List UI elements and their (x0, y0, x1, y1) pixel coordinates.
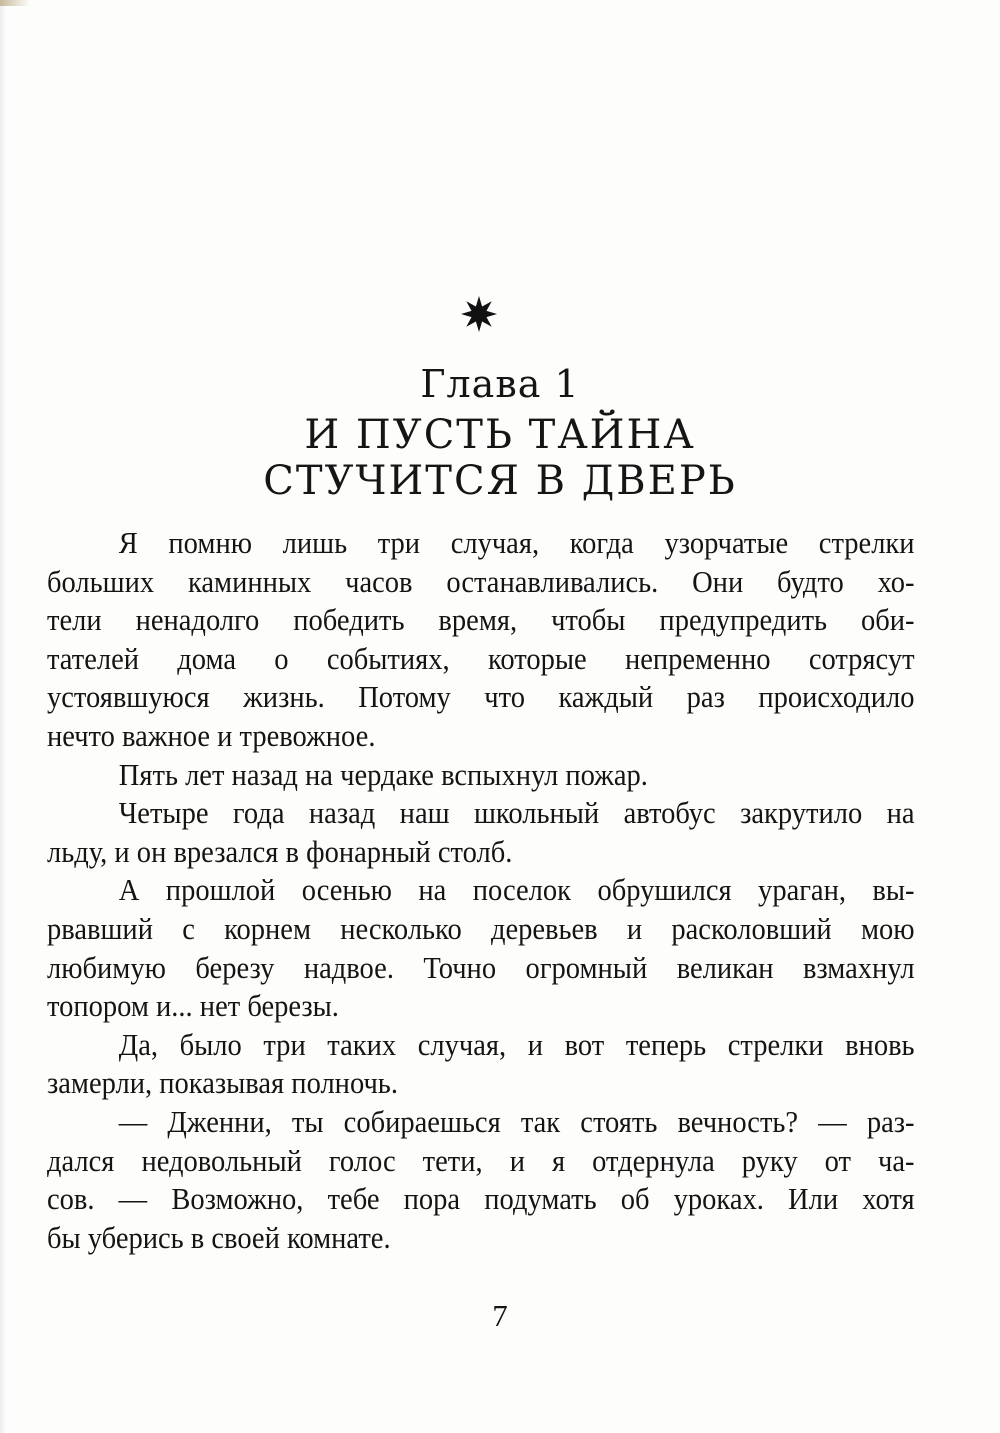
text-line: — Дженни, ты собираешься так стоять вечность? — раз- (118, 1103, 915, 1139)
text-line: нечто важное и тревожное. (47, 717, 376, 753)
text-line: тателей дома о событиях, которые непременно сотрясут (47, 640, 915, 676)
chapter-label: Глава 1 (420, 362, 580, 406)
text-line: дался недовольный голос тети, и я отдернула руку от ча- (47, 1142, 915, 1178)
text-line: рвавший с корнем несколько деревьев и расколовший мою (47, 910, 915, 946)
text-line: А прошлой осенью на поселок обрушился ураган, вы- (118, 872, 915, 908)
text-line: больших каминных часов останавливались. Они будто хо- (47, 563, 915, 599)
page-corner-shade (0, 0, 30, 6)
text-line: Четыре года назад наш школьный автобус закрутило на (118, 795, 915, 831)
page-edge-shadow (0, 0, 6, 1433)
text-line: любимую березу надвое. Точно огромный великан взмахнул (47, 949, 915, 985)
chapter-title-line-2: СТУЧИТСЯ В ДВЕРЬ (263, 458, 737, 504)
eight-pointed-star-icon (460, 295, 498, 333)
text-line: бы уберись в своей комнате. (47, 1219, 391, 1255)
page-number: 7 (492, 1298, 508, 1333)
chapter-body-text (47, 524, 915, 1257)
text-line: тели ненадолго победить время, чтобы предупредить оби- (47, 602, 915, 638)
chapter-title-line-1: И ПУСТЬ ТАЙНА (304, 412, 696, 458)
text-line: топором и... нет березы. (47, 988, 339, 1024)
text-line: Пять лет назад на чердаке вспыхнул пожар. (118, 756, 648, 792)
text-line: льду, и он врезался в фонарный столб. (47, 833, 513, 869)
text-line: Я помню лишь три случая, когда узорчатые стрелки (118, 525, 915, 560)
text-line: сов. — Возможно, тебе пора подумать об уроках. Или хотя (47, 1181, 915, 1217)
text-line: Да, было три таких случая, и вот теперь стрелки вновь (118, 1026, 915, 1062)
text-line: замерли, показывая полночь. (47, 1065, 398, 1101)
text-line: устоявшуюся жизнь. Потому что каждый раз происходило (47, 679, 915, 715)
